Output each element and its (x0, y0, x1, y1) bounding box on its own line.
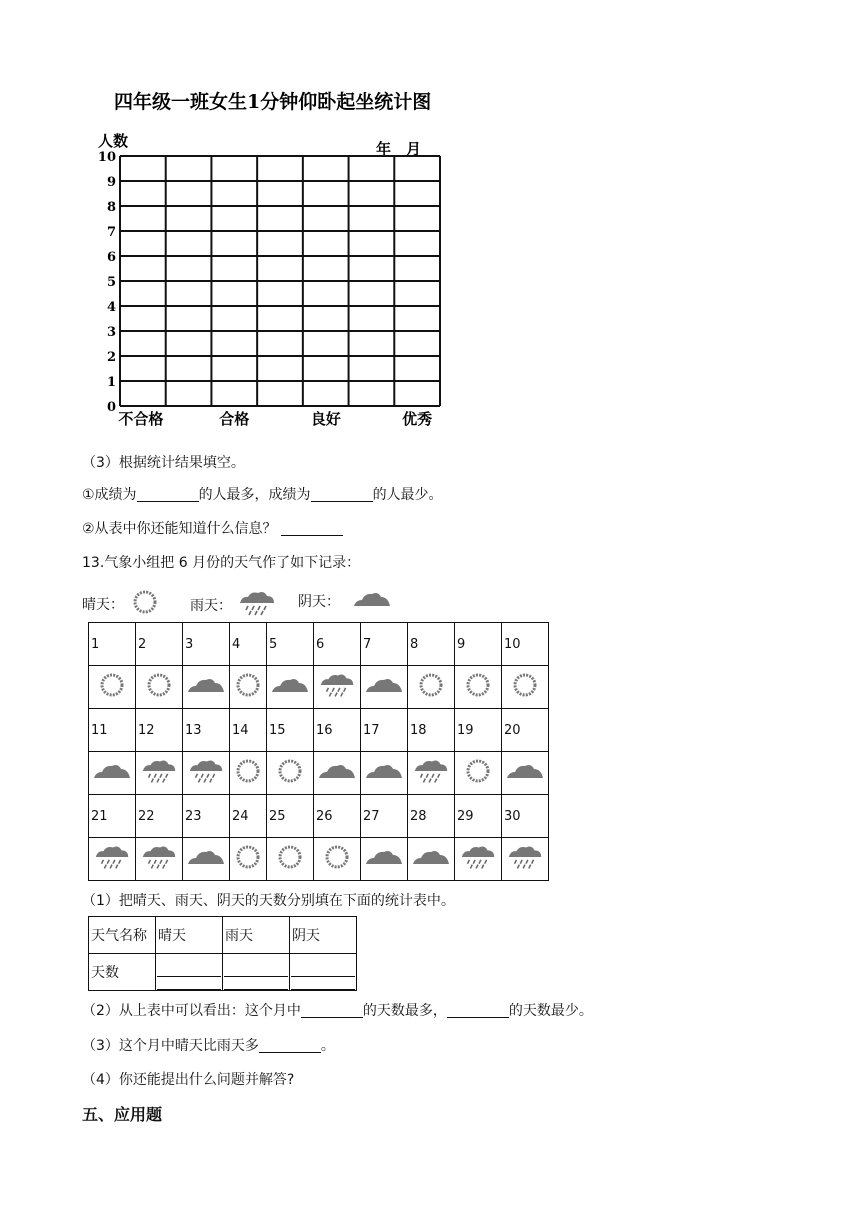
sun-icon (455, 666, 502, 709)
q13-p2-text-a: （2）从上表中可以看出：这个月中 (82, 1003, 301, 1019)
rain-icon (236, 588, 278, 622)
chart-svg (98, 88, 488, 433)
day-number: 4 (230, 623, 267, 666)
day-number: 1 (89, 623, 136, 666)
blank-least-grade[interactable] (311, 487, 373, 502)
rain-icon (455, 838, 502, 881)
cloud-icon (408, 838, 455, 881)
y-tick-label: 1 (106, 375, 116, 390)
y-tick-label: 4 (106, 300, 116, 315)
q3-intro: （3）根据统计结果填空。 (82, 455, 245, 471)
day-number: 2 (136, 623, 183, 666)
q13-p3-text: （3）这个月中晴天比雨天多 (82, 1038, 259, 1054)
y-tick-label: 6 (106, 250, 116, 265)
sun-icon (408, 666, 455, 709)
sun-icon (314, 838, 361, 881)
stat-header-sunny: 晴天 (156, 917, 223, 954)
weather-stat-table (88, 916, 357, 991)
day-number: 30 (502, 795, 549, 838)
day-number: 11 (89, 709, 136, 752)
sun-icon (267, 838, 314, 881)
weather-icon-row (89, 666, 549, 709)
day-number: 16 (314, 709, 361, 752)
cloud-icon (361, 752, 408, 795)
weather-icon-row (89, 752, 549, 795)
day-number: 29 (455, 795, 502, 838)
day-number: 12 (136, 709, 183, 752)
day-number: 24 (230, 795, 267, 838)
y-tick-label: 2 (106, 350, 116, 365)
q3-item1-text-c: 的人最少。 (372, 487, 443, 503)
day-number: 27 (361, 795, 408, 838)
day-number: 19 (455, 709, 502, 752)
day-number: 15 (267, 709, 314, 752)
day-number: 20 (502, 709, 549, 752)
legend-sunny (82, 588, 160, 620)
day-number: 5 (267, 623, 314, 666)
day-number: 14 (230, 709, 267, 752)
y-tick-label: 5 (106, 275, 116, 290)
day-number: 22 (136, 795, 183, 838)
cloud-icon (314, 752, 361, 795)
stat-header-row (89, 917, 357, 954)
legend-cloudy-label: 阴天： (298, 594, 340, 610)
stat-days-label: 天数 (89, 954, 156, 991)
section-heading: 五、应用题 (82, 1105, 163, 1124)
y-tick-label: 8 (106, 200, 116, 215)
rain-icon (136, 838, 183, 881)
stat-cloudy-days-blank[interactable] (290, 954, 357, 991)
day-number: 8 (408, 623, 455, 666)
day-number: 3 (183, 623, 230, 666)
x-category-label: 合格 (219, 410, 250, 428)
q13-p2-text-c: 的天数最少。 (508, 1003, 593, 1019)
y-tick-label: 7 (106, 225, 116, 240)
rain-icon (136, 752, 183, 795)
day-number: 10 (502, 623, 549, 666)
blank-other-info[interactable] (281, 521, 343, 536)
q13-p1: （1）把晴天、雨天、阴天的天数分别填在下面的统计表中。 (82, 893, 455, 909)
cloud-icon (183, 838, 230, 881)
rain-icon (408, 752, 455, 795)
sun-icon (89, 666, 136, 709)
q3-item1-text-b: 的人最多，成绩为 (198, 487, 311, 503)
q3-item2 (82, 518, 343, 538)
cloud-icon (361, 666, 408, 709)
legend-sunny-label: 晴天： (82, 597, 124, 613)
legend-rainy-label: 雨天： (190, 598, 232, 614)
chart-title: 四年级一班女生1分钟仰卧起坐统计图 (114, 91, 432, 113)
y-axis-label: 人数 (98, 132, 129, 150)
q3-item1-text-a: ①成绩为 (82, 487, 137, 503)
stat-days-row (89, 954, 357, 991)
sun-icon (230, 838, 267, 881)
q13-title: 13.气象小组把 6 月份的天气作了如下记录： (82, 555, 361, 571)
date-label: 年 月 (376, 140, 422, 158)
day-number: 25 (267, 795, 314, 838)
legend-cloudy (298, 588, 392, 614)
day-number: 9 (455, 623, 502, 666)
stat-header-rainy: 雨天 (223, 917, 290, 954)
day-number: 23 (183, 795, 230, 838)
weather-day-row (89, 795, 549, 838)
blank-most-grade[interactable] (137, 487, 199, 502)
weather-record-table (88, 622, 549, 881)
q13-p2 (82, 1000, 593, 1020)
weather-icon-row (89, 838, 549, 881)
stat-header-cloudy: 阴天 (290, 917, 357, 954)
sun-icon (230, 752, 267, 795)
day-number: 21 (89, 795, 136, 838)
q3-item1 (82, 484, 443, 504)
blank-least-days[interactable] (447, 1003, 509, 1018)
y-tick-labels (98, 150, 116, 415)
x-category-label: 良好 (310, 410, 341, 428)
day-number: 13 (183, 709, 230, 752)
sun-icon (502, 666, 549, 709)
q3-item2-text: ②从表中你还能知道什么信息？ (82, 521, 277, 537)
cloud-icon (89, 752, 136, 795)
rain-icon (502, 838, 549, 881)
sun-icon (230, 666, 267, 709)
day-number: 18 (408, 709, 455, 752)
cloud-icon (267, 666, 314, 709)
rain-icon (183, 752, 230, 795)
y-tick-label: 0 (106, 400, 116, 415)
statistics-chart (98, 88, 488, 437)
rain-icon (89, 838, 136, 881)
day-number: 26 (314, 795, 361, 838)
cloud-icon (502, 752, 549, 795)
blank-most-days[interactable] (301, 1003, 363, 1018)
chart-grid (120, 156, 440, 406)
day-number: 7 (361, 623, 408, 666)
cloud-icon (183, 666, 230, 709)
x-category-labels (118, 410, 432, 428)
x-category-label: 不合格 (118, 410, 164, 428)
weather-day-row (89, 709, 549, 752)
q13-p3 (82, 1035, 335, 1055)
blank-sunny-minus-rainy[interactable] (259, 1038, 321, 1053)
y-tick-label: 3 (106, 325, 116, 340)
stat-rainy-days-blank[interactable] (223, 954, 290, 991)
q13-p2-text-b: 的天数最多， (362, 1003, 447, 1019)
q13-p4: （4）你还能提出什么问题并解答? (82, 1072, 295, 1088)
x-category-label: 优秀 (402, 410, 433, 428)
day-number: 28 (408, 795, 455, 838)
rain-icon (314, 666, 361, 709)
sun-icon (455, 752, 502, 795)
cloud-icon (361, 838, 408, 881)
y-tick-label: 9 (106, 175, 116, 190)
y-tick-label: 10 (98, 150, 116, 165)
day-number: 17 (361, 709, 408, 752)
day-number: 6 (314, 623, 361, 666)
cloud-icon (352, 588, 392, 614)
sun-icon (130, 588, 160, 620)
weather-day-row (89, 623, 549, 666)
stat-sunny-days-blank[interactable] (156, 954, 223, 991)
sun-icon (136, 666, 183, 709)
sun-icon (267, 752, 314, 795)
legend-rainy (190, 588, 278, 622)
stat-header-name: 天气名称 (89, 917, 156, 954)
q13-p3-end: 。 (320, 1038, 335, 1054)
